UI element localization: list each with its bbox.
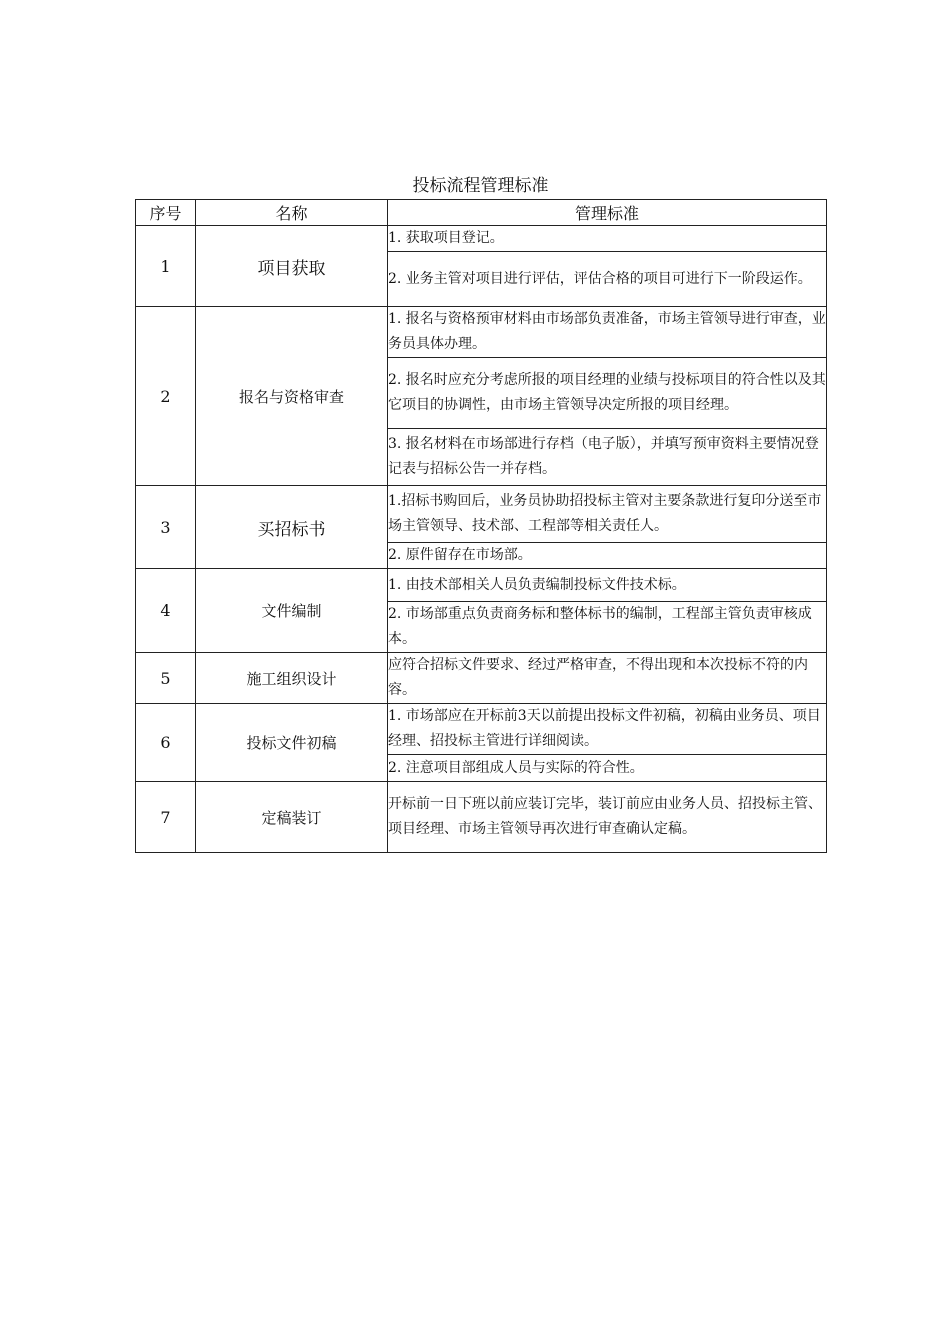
table-row bbox=[136, 307, 827, 358]
standard-item: 1. 报名与资格预审材料由市场部负责准备，市场主管领导进行审查，业务员具体办理。 bbox=[388, 307, 827, 358]
row-seq: 3 bbox=[136, 486, 196, 569]
row-seq: 7 bbox=[136, 782, 196, 853]
management-standard-table bbox=[135, 199, 827, 853]
row-seq: 4 bbox=[136, 569, 196, 653]
standard-item: 1.招标书购回后，业务员协助招投标主管对主要条款进行复印分送至市场主管领导、技术部、工程部等相关责任人。 bbox=[388, 486, 827, 543]
table-row bbox=[136, 226, 827, 252]
standard-item: 2. 注意项目部组成人员与实际的符合性。 bbox=[388, 755, 827, 782]
standard-item: 2. 市场部重点负责商务标和整体标书的编制，工程部主管负责审核成本。 bbox=[388, 602, 827, 653]
standard-item: 2. 原件留存在市场部。 bbox=[388, 543, 827, 569]
row-name: 施工组织设计 bbox=[196, 653, 388, 704]
standard-item: 开标前一日下班以前应装订完毕，装订前应由业务人员、招投标主管、项目经理、市场主管领导再次进行审查确认定稿。 bbox=[388, 782, 827, 853]
header-seq: 序号 bbox=[136, 200, 196, 226]
standard-item: 1. 获取项目登记。 bbox=[388, 226, 827, 252]
row-name: 买招标书 bbox=[196, 486, 388, 569]
row-name: 投标文件初稿 bbox=[196, 704, 388, 782]
row-seq: 5 bbox=[136, 653, 196, 704]
header-name: 名称 bbox=[196, 200, 388, 226]
row-seq: 2 bbox=[136, 307, 196, 486]
standard-item: 2. 业务主管对项目进行评估，评估合格的项目可进行下一阶段运作。 bbox=[388, 252, 827, 307]
document-title: 投标流程管理标准 bbox=[412, 176, 549, 196]
standard-item: 1. 由技术部相关人员负责编制投标文件技术标。 bbox=[388, 569, 827, 602]
table-row bbox=[136, 486, 827, 543]
row-seq: 6 bbox=[136, 704, 196, 782]
standard-item: 2. 报名时应充分考虑所报的项目经理的业绩与投标项目的符合性以及其它项目的协调性，由市场主管领导决定所报的项目经理。 bbox=[388, 358, 827, 429]
table-row bbox=[136, 782, 827, 853]
row-name: 报名与资格审查 bbox=[196, 307, 388, 486]
table-row bbox=[136, 704, 827, 755]
table-row bbox=[136, 653, 827, 704]
row-name: 定稿装订 bbox=[196, 782, 388, 853]
table-row bbox=[136, 569, 827, 602]
standard-item: 1. 市场部应在开标前3天以前提出投标文件初稿，初稿由业务员、项目经理、招投标主管进行详细阅读。 bbox=[388, 704, 827, 755]
row-seq: 1 bbox=[136, 226, 196, 307]
row-name: 文件编制 bbox=[196, 569, 388, 653]
header-standard: 管理标准 bbox=[388, 200, 827, 226]
row-name: 项目获取 bbox=[196, 226, 388, 307]
table-header-row bbox=[136, 200, 827, 226]
standard-item: 应符合招标文件要求、经过严格审查，不得出现和本次投标不符的内容。 bbox=[388, 653, 827, 704]
standard-item: 3. 报名材料在市场部进行存档（电子版），并填写预审资料主要情况登记表与招标公告一并存档。 bbox=[388, 429, 827, 486]
